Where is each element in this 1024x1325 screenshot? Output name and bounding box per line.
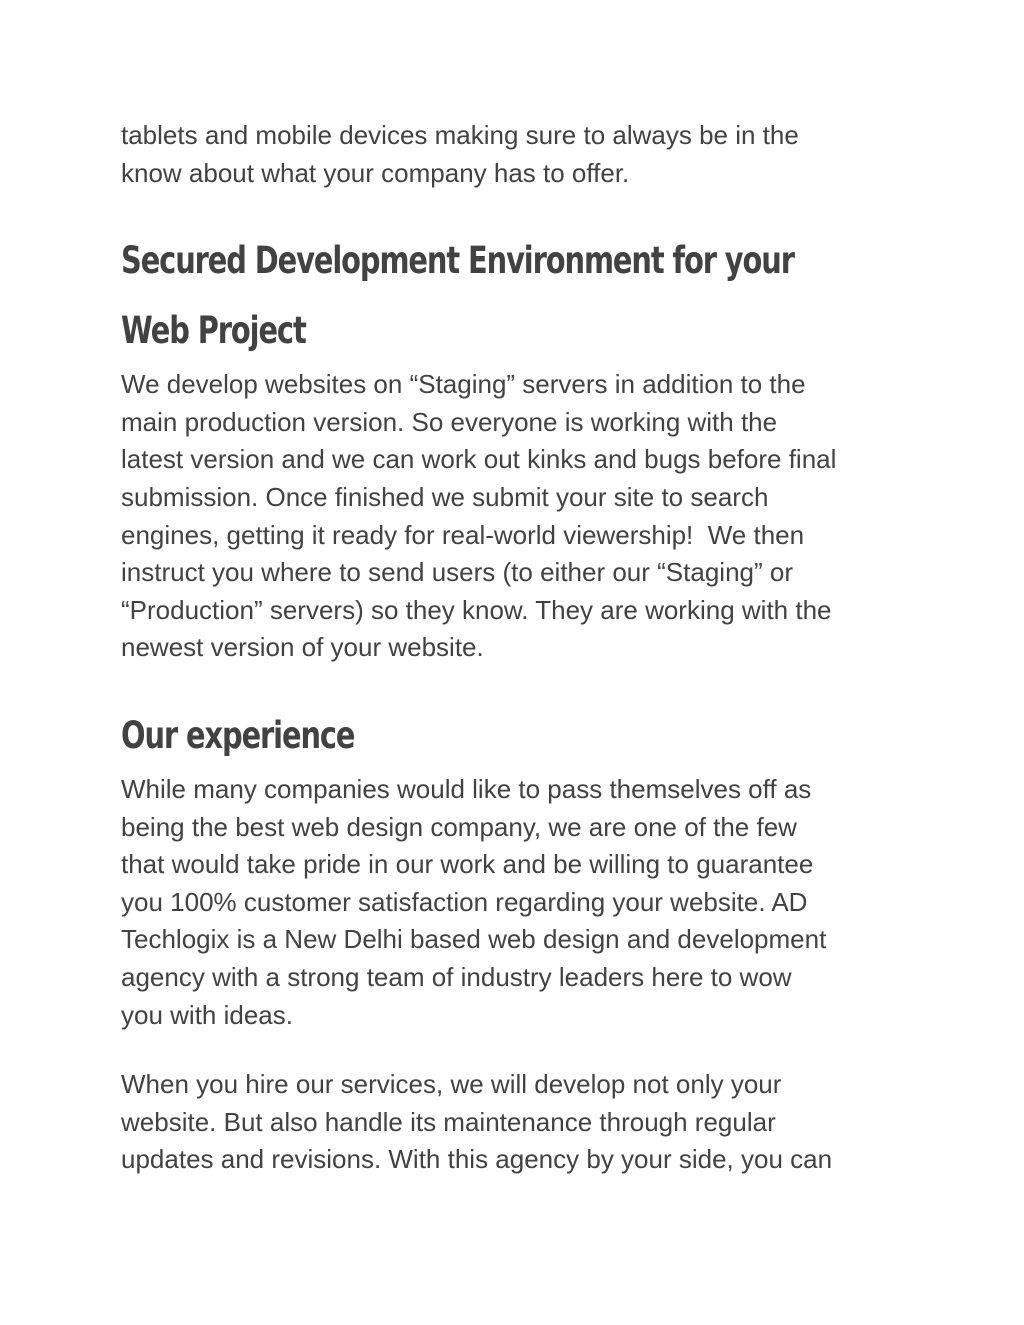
text-line: you with ideas. bbox=[121, 999, 293, 1030]
experience-paragraph-2 bbox=[121, 1066, 921, 1179]
text-line: While many companies would like to pass themselves off as bbox=[121, 773, 812, 804]
section-heading-secured-development bbox=[121, 226, 794, 366]
text-line: updates and revisions. With this agency by your side, you can bbox=[121, 1144, 833, 1175]
text-line: agency with a strong team of industry leaders here to wow bbox=[121, 961, 792, 992]
text-line: newest version of your website. bbox=[121, 632, 484, 663]
text-line: instruct you where to send users (to either our “Staging” or bbox=[121, 557, 793, 588]
text-line: tablets and mobile devices making sure to always be in the bbox=[121, 120, 799, 150]
text-line: submission. Once finished we submit your site to search bbox=[121, 481, 769, 512]
text-line: know about what your company has to offer. bbox=[121, 157, 630, 188]
secured-development-paragraph bbox=[121, 366, 921, 667]
text-line: engines, getting it ready for real-world viewership! We then bbox=[121, 519, 805, 550]
heading-line: Secured Development Environment for your bbox=[121, 239, 794, 283]
text-line: “Production” servers) so they know. They are working with the bbox=[121, 594, 832, 625]
text-line: main production version. So everyone is working with the bbox=[121, 406, 778, 437]
experience-paragraph-1 bbox=[121, 771, 921, 1034]
text-line: We develop websites on “Staging” servers in addition to the bbox=[121, 369, 806, 400]
heading-line: Web Project bbox=[121, 309, 306, 353]
document-page bbox=[121, 117, 921, 1179]
text-line: Techlogix is a New Delhi based web design and development bbox=[121, 924, 827, 955]
heading-line: Our experience bbox=[121, 713, 355, 757]
text-line: website. But also handle its maintenance through regular bbox=[121, 1106, 776, 1137]
text-line: latest version and we can work out kinks and bugs before final bbox=[121, 444, 837, 475]
text-line: you 100% customer satisfaction regarding your website. AD bbox=[121, 886, 808, 917]
text-line: When you hire our services, we will develop not only your bbox=[121, 1069, 782, 1100]
intro-paragraph bbox=[121, 117, 921, 192]
text-line: being the best web design company, we are one of the few bbox=[121, 811, 797, 842]
text-line: that would take pride in our work and be willing to guarantee bbox=[121, 849, 814, 880]
section-heading-our-experience bbox=[121, 701, 745, 771]
